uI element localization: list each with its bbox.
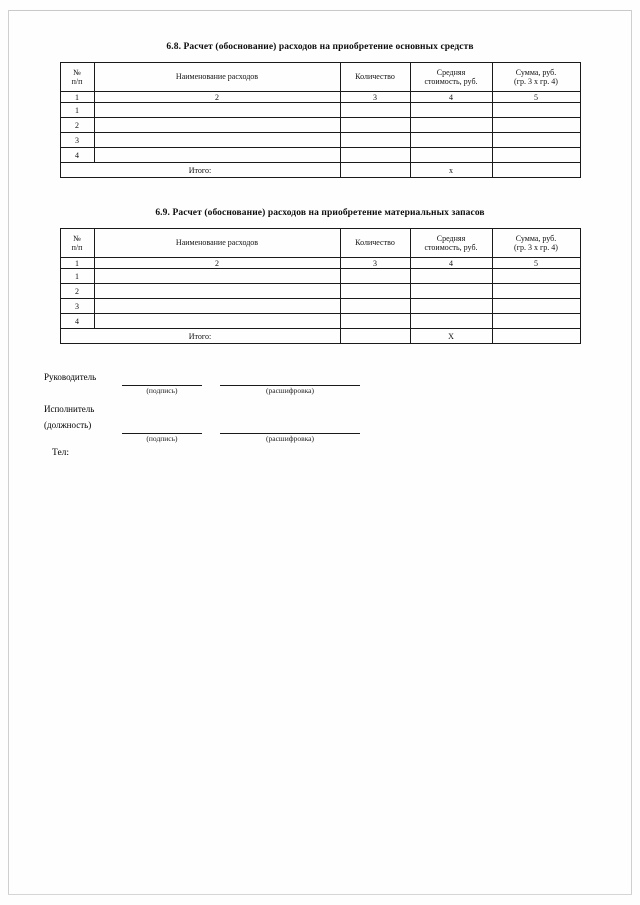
cell-quantity[interactable] (340, 299, 410, 314)
header-row-number (60, 229, 94, 258)
table-total-row (60, 163, 580, 178)
header-row-number (60, 63, 94, 92)
column-number-3: 3 (340, 258, 410, 269)
cell-expense-name[interactable] (94, 103, 340, 118)
scan-border-top (8, 10, 632, 11)
header-sum-line1: Сумма, руб. (515, 233, 557, 243)
performer-label: Исполнитель (44, 404, 95, 414)
performer-signature-caption: (подпись) (146, 434, 178, 443)
cell-sum[interactable] (492, 118, 580, 133)
table-column-numbers-row (60, 258, 580, 269)
cell-expense-name[interactable] (94, 118, 340, 133)
column-number-3: 3 (340, 92, 410, 103)
table-row (60, 133, 580, 148)
performer-position-label: (должность) (44, 420, 92, 430)
total-quantity (340, 163, 410, 178)
cell-expense-name[interactable] (94, 269, 340, 284)
header-row-number-line1: № (73, 67, 81, 77)
column-number-2: 2 (94, 258, 340, 269)
header-average-cost (410, 63, 492, 92)
cell-quantity[interactable] (340, 148, 410, 163)
header-average-cost-line1: Средняя (436, 233, 466, 243)
header-row-number-line1: № (73, 233, 81, 243)
cell-expense-name[interactable] (94, 299, 340, 314)
column-number-4: 4 (410, 258, 492, 269)
header-sum (492, 229, 580, 258)
header-average-cost-line2: стоимость, руб. (424, 77, 478, 86)
column-number-5: 5 (492, 92, 580, 103)
cell-average-cost[interactable] (410, 284, 492, 299)
scan-border-right (631, 10, 632, 895)
cell-average-cost[interactable] (410, 269, 492, 284)
cell-quantity[interactable] (340, 314, 410, 329)
head-label: Руководитель (44, 372, 97, 382)
total-average-cost: х (410, 163, 492, 178)
total-label: Итого: (60, 163, 340, 178)
table-material-stock (60, 228, 581, 344)
cell-row-number: 3 (60, 133, 94, 148)
table-row (60, 148, 580, 163)
header-expense-name: Наименование расходов (94, 63, 340, 92)
cell-quantity[interactable] (340, 269, 410, 284)
header-sum-line2: (гр. 3 х гр. 4) (514, 77, 558, 86)
cell-sum[interactable] (492, 103, 580, 118)
cell-sum[interactable] (492, 269, 580, 284)
cell-quantity[interactable] (340, 133, 410, 148)
cell-expense-name[interactable] (94, 314, 340, 329)
phone-label: Тел: (52, 448, 70, 458)
cell-sum[interactable] (492, 284, 580, 299)
total-label: Итого: (60, 329, 340, 344)
cell-sum[interactable] (492, 299, 580, 314)
column-number-1: 1 (60, 92, 94, 103)
table-header-row (60, 63, 580, 92)
column-number-1: 1 (60, 258, 94, 269)
table-column-numbers-row (60, 92, 580, 103)
table-row (60, 314, 580, 329)
header-average-cost-line1: Средняя (436, 67, 466, 77)
table-row (60, 269, 580, 284)
scan-border-left (8, 10, 9, 895)
cell-row-number: 1 (60, 269, 94, 284)
header-row-number-line2: п/п (71, 243, 83, 252)
header-sum-line1: Сумма, руб. (515, 67, 557, 77)
signature-row-head (40, 372, 600, 396)
header-expense-name: Наименование расходов (94, 229, 340, 258)
header-average-cost (410, 229, 492, 258)
total-average-cost: X (410, 329, 492, 344)
cell-quantity[interactable] (340, 118, 410, 133)
header-row-number-line2: п/п (71, 77, 83, 86)
cell-average-cost[interactable] (410, 118, 492, 133)
head-signature-caption: (подпись) (146, 386, 178, 395)
cell-row-number: 1 (60, 103, 94, 118)
cell-average-cost[interactable] (410, 148, 492, 163)
performer-transcript-caption: (расшифровка) (266, 434, 314, 443)
table-row (60, 118, 580, 133)
cell-average-cost[interactable] (410, 299, 492, 314)
cell-sum[interactable] (492, 148, 580, 163)
header-quantity: Количество (340, 63, 410, 92)
table-row (60, 299, 580, 314)
cell-average-cost[interactable] (410, 133, 492, 148)
cell-expense-name[interactable] (94, 284, 340, 299)
table-row (60, 284, 580, 299)
cell-quantity[interactable] (340, 103, 410, 118)
scan-border-bottom (8, 894, 632, 895)
column-number-2: 2 (94, 92, 340, 103)
head-transcript-caption: (расшифровка) (266, 386, 314, 395)
header-quantity: Количество (340, 229, 410, 258)
section-6-8 (40, 42, 600, 178)
header-average-cost-line2: стоимость, руб. (424, 243, 478, 252)
section-6-9 (40, 208, 600, 344)
cell-average-cost[interactable] (410, 314, 492, 329)
column-number-4: 4 (410, 92, 492, 103)
cell-row-number: 2 (60, 284, 94, 299)
header-sum (492, 63, 580, 92)
cell-sum[interactable] (492, 314, 580, 329)
cell-expense-name[interactable] (94, 148, 340, 163)
table-header-row (60, 229, 580, 258)
total-quantity (340, 329, 410, 344)
cell-row-number: 4 (60, 314, 94, 329)
cell-quantity[interactable] (340, 284, 410, 299)
cell-row-number: 4 (60, 148, 94, 163)
header-sum-line2: (гр. 3 х гр. 4) (514, 243, 558, 252)
signature-block (40, 372, 600, 446)
total-sum[interactable] (492, 329, 580, 344)
section-6-8-title: 6.8. Расчет (обоснование) расходов на приобретение основных средств (166, 42, 474, 52)
column-number-5: 5 (492, 258, 580, 269)
cell-row-number: 3 (60, 299, 94, 314)
table-total-row (60, 329, 580, 344)
table-row (60, 103, 580, 118)
cell-row-number: 2 (60, 118, 94, 133)
cell-average-cost[interactable] (410, 103, 492, 118)
cell-sum[interactable] (492, 133, 580, 148)
table-fixed-assets (60, 62, 581, 178)
total-sum[interactable] (492, 163, 580, 178)
signature-row-performer (40, 404, 600, 446)
cell-expense-name[interactable] (94, 133, 340, 148)
section-6-9-title: 6.9. Расчет (обоснование) расходов на приобретение материальных запасов (155, 208, 485, 218)
